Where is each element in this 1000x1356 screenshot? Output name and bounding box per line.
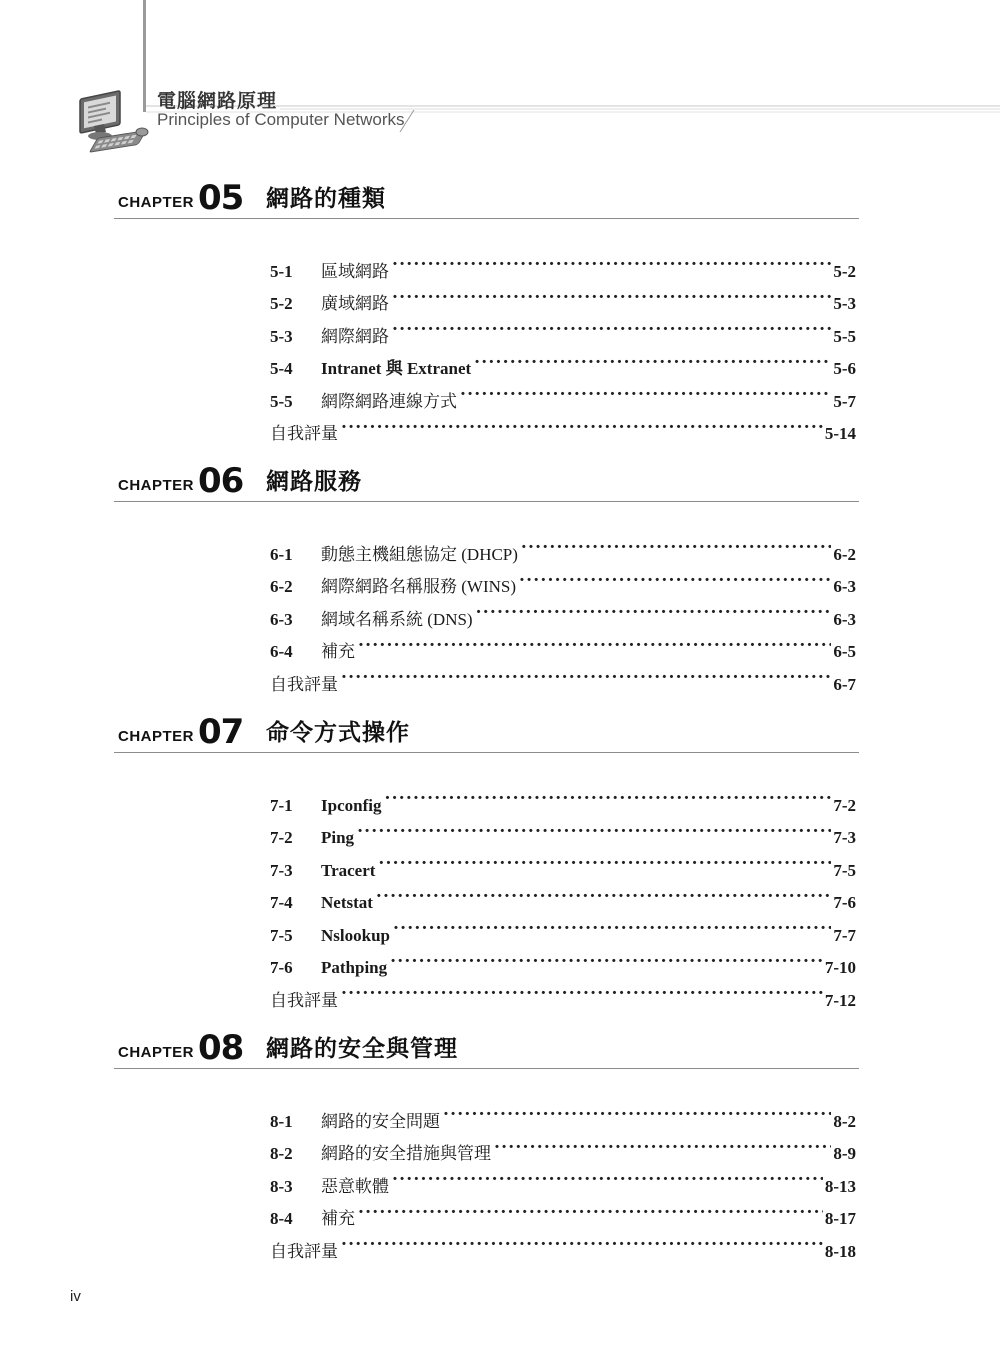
dot-leader: [378, 843, 831, 876]
dot-leader: [494, 1127, 831, 1160]
computer-icon: [76, 76, 152, 158]
dot-leader: [392, 277, 831, 310]
entry-title: 網際網路名稱服務 (WINS): [321, 577, 517, 596]
entry-number: 8-3: [270, 1176, 293, 1196]
entry-number: 6-1: [270, 544, 293, 564]
entry-title: Nslookup: [321, 925, 390, 945]
entry-page: 6-7: [833, 674, 856, 694]
entry-number: 7-6: [270, 958, 293, 977]
page-header: [0, 0, 1000, 160]
chapter-label: CHAPTER: [118, 1044, 195, 1061]
chapter-title: 網路的種類: [266, 186, 386, 212]
toc-entry-review[interactable]: [270, 973, 856, 1010]
entry-title: 網際網路: [321, 326, 389, 346]
dot-leader: [393, 908, 831, 941]
chapter-number: 08: [198, 1028, 244, 1068]
dot-leader: [358, 625, 831, 658]
dot-leader: [476, 592, 832, 625]
entry-title: Intranet 與 Extranet: [321, 359, 472, 378]
chapter-05: [0, 178, 1000, 443]
entry-title: 網際網路連線方式: [321, 391, 457, 411]
entry-number: 5-1: [270, 261, 293, 281]
entry-title: 補充: [321, 642, 355, 661]
entry-title: 自我評量: [270, 1241, 338, 1261]
entry-number: 8-4: [270, 1209, 293, 1228]
toc-entry-review[interactable]: [270, 407, 856, 443]
dot-leader: [443, 1094, 831, 1127]
toc-entries: [270, 244, 856, 443]
chapter-title: 命令方式操作: [266, 720, 410, 746]
toc-entries: [270, 1094, 856, 1261]
entry-number: 8-2: [270, 1144, 293, 1163]
entry-page: 8-2: [833, 1111, 856, 1131]
entry-number: 7-3: [270, 860, 293, 880]
entry-number: 7-2: [270, 828, 293, 847]
entry-page: 7-2: [833, 795, 856, 815]
book-title-zh: 電腦網路原理: [157, 90, 278, 112]
entry-title: 網路的安全問題: [321, 1111, 440, 1131]
entry-title: 自我評量: [270, 674, 338, 694]
entry-number: 8-1: [270, 1111, 293, 1131]
chapter-number: 07: [198, 712, 244, 752]
entry-number: 7-1: [270, 795, 293, 815]
entry-number: 7-5: [270, 925, 293, 945]
chapter-title: 網路的安全與管理: [266, 1036, 458, 1062]
page-number: iv: [70, 1288, 81, 1305]
chapter-title: 網路服務: [266, 469, 362, 495]
entry-page: 7-7: [833, 925, 856, 945]
chapter-07: [0, 712, 1000, 1010]
toc-entry[interactable]: [270, 843, 856, 880]
entry-number: 6-4: [270, 642, 293, 661]
chapter-08: [0, 1028, 1000, 1261]
chapter-label: CHAPTER: [118, 194, 195, 211]
entry-title: 動態主機組態協定 (DHCP): [321, 544, 518, 564]
entry-number: 5-4: [270, 359, 293, 378]
entry-page: 5-7: [833, 391, 856, 411]
entry-title: Tracert: [321, 860, 376, 880]
toc-entries: [270, 778, 856, 1010]
entry-page: 7-10: [824, 958, 856, 977]
entry-page: 5-14: [824, 424, 856, 443]
entry-title: 區域網路: [321, 261, 389, 281]
entry-title: Ipconfig: [321, 795, 382, 815]
dot-leader: [390, 941, 823, 974]
chapter-heading: [0, 461, 1000, 505]
entry-title: 自我評量: [270, 990, 338, 1010]
entry-title: 補充: [321, 1209, 355, 1228]
toc-entry[interactable]: [270, 778, 856, 815]
dot-leader: [392, 1159, 823, 1192]
entry-page: 6-3: [833, 577, 856, 596]
dot-leader: [341, 1224, 823, 1257]
entry-number: 5-5: [270, 391, 293, 411]
entry-page: 5-6: [833, 359, 856, 378]
chapter-number: 06: [198, 461, 244, 501]
entry-title: 惡意軟體: [321, 1176, 389, 1196]
entry-title: 廣域網路: [321, 294, 389, 313]
entry-title: Netstat: [321, 893, 373, 912]
entry-page: 8-18: [824, 1241, 856, 1261]
entry-page: 7-12: [824, 990, 856, 1010]
chapter-number: 05: [198, 178, 244, 218]
dot-leader: [376, 876, 831, 909]
dot-leader: [521, 527, 831, 560]
toc-entry[interactable]: [270, 244, 856, 281]
chapter-divider: [114, 218, 859, 219]
entry-number: 5-3: [270, 326, 293, 346]
entry-title: 網路的安全措施與管理: [321, 1144, 491, 1163]
entry-page: 6-5: [833, 642, 856, 661]
toc-entry[interactable]: [270, 625, 856, 661]
dot-leader: [358, 1192, 823, 1225]
entry-page: 8-9: [833, 1144, 856, 1163]
toc-entry[interactable]: [270, 1094, 856, 1131]
toc-entry[interactable]: [270, 811, 856, 847]
entry-number: 7-4: [270, 893, 293, 912]
entry-page: 6-2: [833, 544, 856, 564]
dot-leader: [341, 657, 831, 690]
entry-page: 6-3: [833, 609, 856, 629]
dot-leader: [474, 342, 831, 375]
dot-leader: [384, 778, 831, 811]
entry-title: Ping: [321, 828, 355, 847]
dot-leader: [357, 811, 831, 844]
book-title-en: Principles of Computer Networks: [157, 110, 405, 129]
chapter-heading: [0, 1028, 1000, 1072]
entry-page: 8-13: [824, 1176, 856, 1196]
entry-page: 5-3: [833, 294, 856, 313]
chapter-divider: [114, 752, 859, 753]
dot-leader: [341, 407, 823, 440]
entry-title: Pathping: [321, 958, 388, 977]
dot-leader: [392, 244, 831, 277]
toc-entries: [270, 527, 856, 694]
entry-page: 8-17: [824, 1209, 856, 1228]
chapter-label: CHAPTER: [118, 477, 195, 494]
toc-entry[interactable]: [270, 1192, 856, 1228]
entry-number: 6-2: [270, 577, 293, 596]
entry-title: 自我評量: [270, 424, 338, 443]
dot-leader: [341, 973, 823, 1006]
entry-page: 7-6: [833, 893, 856, 912]
entry-number: 6-3: [270, 609, 293, 629]
toc-entry-review[interactable]: [270, 1224, 856, 1261]
entry-page: 5-2: [833, 261, 856, 281]
entry-page: 7-3: [833, 828, 856, 847]
dot-leader: [460, 374, 831, 407]
toc-entry[interactable]: [270, 527, 856, 564]
entry-page: 7-5: [833, 860, 856, 880]
entry-number: 5-2: [270, 294, 293, 313]
chapter-heading: [0, 712, 1000, 756]
dot-leader: [392, 309, 831, 342]
chapter-heading: [0, 178, 1000, 222]
entry-title: 網域名稱系統 (DNS): [321, 609, 473, 629]
chapter-divider: [114, 501, 859, 502]
chapter-divider: [114, 1068, 859, 1069]
toc-entry-review[interactable]: [270, 657, 856, 694]
chapter-06: [0, 461, 1000, 694]
chapter-label: CHAPTER: [118, 728, 195, 745]
dot-leader: [519, 560, 831, 593]
entry-page: 5-5: [833, 326, 856, 346]
